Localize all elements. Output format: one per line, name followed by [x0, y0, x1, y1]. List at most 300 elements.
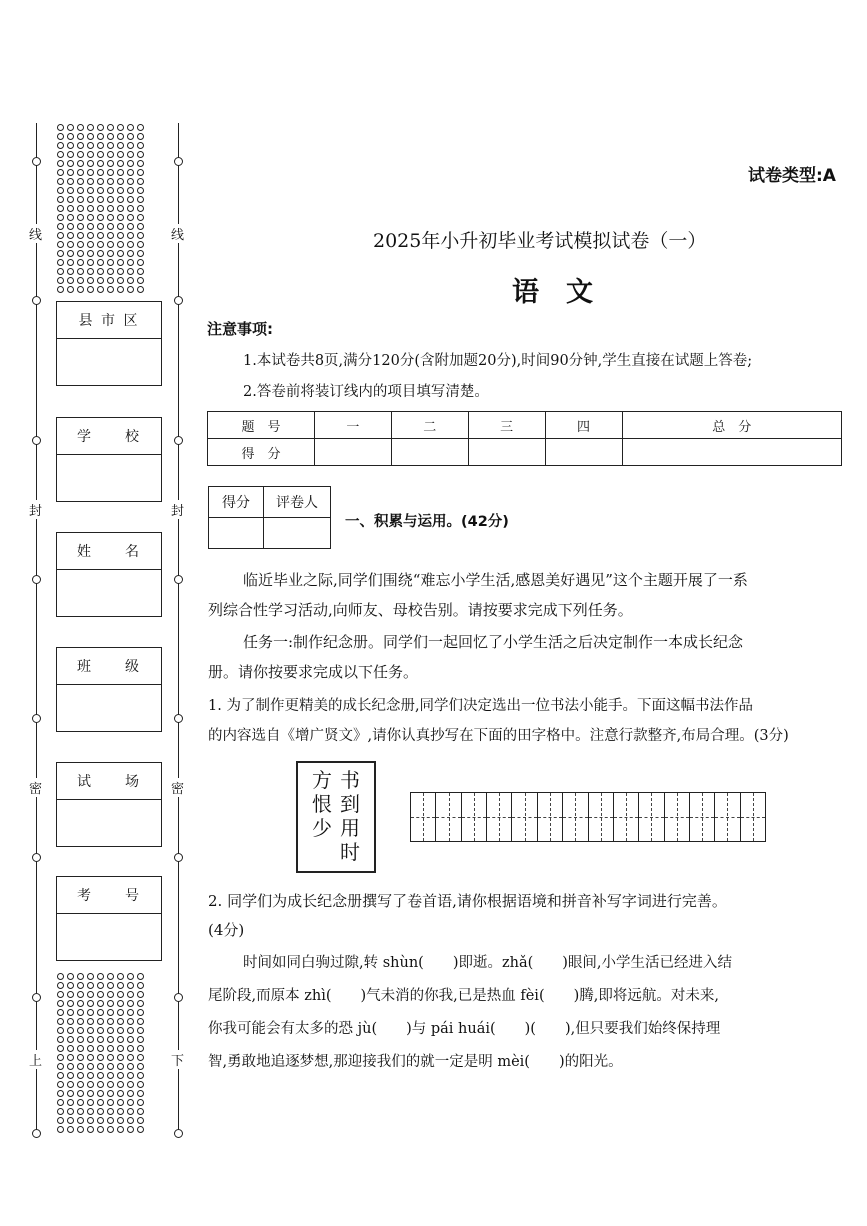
- binding-ring: [32, 993, 41, 1002]
- tianzige-cell[interactable]: [512, 793, 537, 841]
- binding-dot: [117, 982, 124, 989]
- binding-dot: [107, 223, 114, 230]
- calligraphy-sample: [296, 761, 376, 873]
- binding-dot: [77, 1108, 84, 1115]
- binding-dot: [107, 160, 114, 167]
- binding-dot: [67, 1072, 74, 1079]
- field-blank[interactable]: [57, 570, 161, 616]
- binding-dot: [127, 1108, 134, 1115]
- binding-dot: [67, 1117, 74, 1124]
- binding-dot: [117, 1108, 124, 1115]
- binding-dot: [97, 268, 104, 275]
- binding-dot: [107, 1045, 114, 1052]
- binding-dot: [77, 268, 84, 275]
- binding-dot: [77, 991, 84, 998]
- grader-name-cell[interactable]: [264, 518, 331, 549]
- binding-dot: [67, 1036, 74, 1043]
- score-header-cell: 题 号: [208, 412, 315, 439]
- binding-dot: [97, 160, 104, 167]
- field-label: 考 号: [57, 877, 161, 914]
- binding-dot: [107, 1000, 114, 1007]
- binding-dot: [57, 205, 64, 212]
- binding-dot: [97, 1099, 104, 1106]
- binding-dot: [77, 250, 84, 257]
- binding-dot: [57, 142, 64, 149]
- binding-dot: [77, 1117, 84, 1124]
- binding-dot: [127, 196, 134, 203]
- binding-dot: [117, 169, 124, 176]
- binding-dot: [107, 982, 114, 989]
- task1-line-2: 册。请你按要求完成以下任务。: [208, 663, 419, 681]
- binding-dot: [57, 1009, 64, 1016]
- binding-dot: [77, 1000, 84, 1007]
- binding-dot: [117, 973, 124, 980]
- binding-dot: [127, 124, 134, 131]
- tianzige-cell[interactable]: [715, 793, 740, 841]
- binding-ring: [174, 157, 183, 166]
- binding-dot: [117, 223, 124, 230]
- binding-dot: [67, 187, 74, 194]
- binding-ring: [174, 853, 183, 862]
- binding-dot: [87, 1009, 94, 1016]
- binding-dot: [97, 187, 104, 194]
- binding-ring: [174, 1129, 183, 1138]
- binding-dot: [77, 1090, 84, 1097]
- binding-dot: [107, 259, 114, 266]
- binding-dot: [77, 133, 84, 140]
- binding-char-right-3: 密: [171, 778, 184, 797]
- binding-dot: [57, 1027, 64, 1034]
- binding-dot: [127, 142, 134, 149]
- binding-dot: [57, 223, 64, 230]
- binding-dot: [107, 1027, 114, 1034]
- binding-dot: [67, 982, 74, 989]
- binding-ring: [32, 714, 41, 723]
- binding-ring: [174, 575, 183, 584]
- q1-line-1: 1. 为了制作更精美的成长纪念册,同学们决定选出一位书法小能手。下面这幅书法作品: [208, 698, 754, 714]
- binding-dot: [87, 1000, 94, 1007]
- binding-dot: [97, 151, 104, 158]
- binding-dot: [107, 1054, 114, 1061]
- binding-dot: [137, 142, 144, 149]
- binding-dot: [67, 1009, 74, 1016]
- binding-dot: [67, 205, 74, 212]
- grader-score-cell[interactable]: [209, 518, 264, 549]
- binding-dot: [117, 232, 124, 239]
- binding-dot: [77, 214, 84, 221]
- binding-dot: [57, 268, 64, 275]
- binding-dot: [57, 187, 64, 194]
- tianzige-cell[interactable]: [462, 793, 487, 841]
- score-header-cell: 三: [468, 412, 545, 439]
- binding-dot: [107, 187, 114, 194]
- binding-dot: [57, 991, 64, 998]
- note-item-2: 2.答卷前将装订线内的项目填写清楚。: [243, 384, 489, 400]
- binding-dot: [117, 160, 124, 167]
- binding-dot: [77, 982, 84, 989]
- field-label: 班 级: [57, 648, 161, 685]
- binding-dot: [97, 124, 104, 131]
- binding-char-right-1: 线: [171, 224, 184, 243]
- binding-dot: [127, 214, 134, 221]
- binding-dot: [137, 259, 144, 266]
- score-table-score-row: [208, 439, 842, 466]
- binding-dot: [87, 250, 94, 257]
- dot-pattern-top: [55, 123, 145, 294]
- binding-dot: [107, 133, 114, 140]
- binding-dot: [97, 196, 104, 203]
- tianzige-cell[interactable]: [563, 793, 588, 841]
- field-district: [56, 301, 162, 386]
- q2-line-2: (4分): [208, 921, 245, 939]
- binding-dot: [87, 277, 94, 284]
- binding-dot: [67, 1126, 74, 1133]
- binding-dot: [57, 1117, 64, 1124]
- binding-dot: [77, 1027, 84, 1034]
- binding-dot: [137, 286, 144, 293]
- binding-dot: [137, 151, 144, 158]
- binding-dot: [127, 1018, 134, 1025]
- binding-dot: [67, 1108, 74, 1115]
- binding-dot: [67, 1081, 74, 1088]
- binding-dot: [87, 973, 94, 980]
- binding-dot: [107, 1072, 114, 1079]
- binding-dot: [57, 232, 64, 239]
- binding-dot: [107, 1108, 114, 1115]
- binding-dot: [107, 1009, 114, 1016]
- field-blank[interactable]: [57, 455, 161, 501]
- score-cell[interactable]: [545, 439, 622, 466]
- notes-heading: 注意事项:: [207, 320, 273, 338]
- binding-ring: [32, 157, 41, 166]
- binding-dot: [57, 1000, 64, 1007]
- tianzige-cell[interactable]: [589, 793, 614, 841]
- binding-dot: [97, 1126, 104, 1133]
- binding-dot: [57, 1081, 64, 1088]
- binding-dot: [117, 1000, 124, 1007]
- binding-dot: [117, 1090, 124, 1097]
- binding-dot: [57, 1090, 64, 1097]
- binding-dot: [57, 151, 64, 158]
- binding-dot: [67, 169, 74, 176]
- score-cell[interactable]: [391, 439, 468, 466]
- binding-dot: [87, 232, 94, 239]
- binding-dot: [137, 277, 144, 284]
- binding-dot: [67, 250, 74, 257]
- passage-line-1: 时间如同白驹过隙,转 shùn( )即逝。zhǎ( )眼间,小学生活已经进入结: [243, 955, 733, 971]
- binding-dot: [97, 1009, 104, 1016]
- binding-dot: [107, 241, 114, 248]
- binding-dot: [137, 1117, 144, 1124]
- binding-ring: [174, 296, 183, 305]
- score-cell[interactable]: [315, 439, 392, 466]
- binding-dot: [117, 1036, 124, 1043]
- subject-title: 语 文: [512, 277, 593, 308]
- binding-dot: [57, 178, 64, 185]
- binding-dot: [87, 1054, 94, 1061]
- binding-dot: [57, 124, 64, 131]
- binding-dot: [137, 1027, 144, 1034]
- binding-dot: [87, 1108, 94, 1115]
- binding-ring: [32, 853, 41, 862]
- binding-dot: [57, 973, 64, 980]
- tianzige-grid[interactable]: [410, 792, 766, 842]
- grader-box: [208, 486, 331, 549]
- binding-dot: [107, 205, 114, 212]
- binding-dot: [127, 133, 134, 140]
- exam-type: 试卷类型:A: [748, 166, 836, 186]
- binding-dot: [137, 982, 144, 989]
- tianzige-cell[interactable]: [741, 793, 765, 841]
- binding-dot: [57, 1045, 64, 1052]
- binding-dot: [57, 1036, 64, 1043]
- binding-dot: [127, 151, 134, 158]
- binding-dot: [87, 1045, 94, 1052]
- binding-dot: [107, 1117, 114, 1124]
- binding-dot: [127, 223, 134, 230]
- binding-dot: [77, 1063, 84, 1070]
- binding-dot: [137, 196, 144, 203]
- binding-dot: [97, 991, 104, 998]
- binding-dot: [67, 286, 74, 293]
- binding-dot: [137, 1072, 144, 1079]
- binding-dot: [127, 1090, 134, 1097]
- field-blank[interactable]: [57, 339, 161, 385]
- binding-dot: [77, 1018, 84, 1025]
- binding-dot: [117, 1126, 124, 1133]
- q2-line-1: 2. 同学们为成长纪念册撰写了卷首语,请你根据语境和拼音补写字词进行完善。: [208, 892, 727, 910]
- binding-dot: [117, 1117, 124, 1124]
- binding-dot: [77, 1126, 84, 1133]
- binding-dot: [117, 1063, 124, 1070]
- binding-dot: [67, 142, 74, 149]
- binding-dot: [127, 286, 134, 293]
- binding-dot: [107, 250, 114, 257]
- binding-dot: [87, 1126, 94, 1133]
- binding-dot: [67, 151, 74, 158]
- binding-dot: [87, 160, 94, 167]
- binding-dot: [127, 241, 134, 248]
- binding-dot: [67, 178, 74, 185]
- field-label: 试 场: [57, 763, 161, 800]
- binding-dot: [87, 1018, 94, 1025]
- binding-dot: [107, 1090, 114, 1097]
- binding-dot: [87, 178, 94, 185]
- binding-dot: [87, 187, 94, 194]
- binding-dot: [127, 982, 134, 989]
- calligraphy-char: 少: [312, 818, 332, 840]
- binding-dot: [67, 1054, 74, 1061]
- score-table: [207, 411, 842, 466]
- binding-dot: [77, 223, 84, 230]
- binding-dot: [67, 1063, 74, 1070]
- binding-dot: [97, 1108, 104, 1115]
- binding-dot: [117, 196, 124, 203]
- intro-line-2: 列综合性学习活动,向师友、母校告别。请按要求完成下列任务。: [208, 601, 633, 619]
- binding-dot: [127, 268, 134, 275]
- binding-dot: [117, 133, 124, 140]
- binding-dot: [87, 259, 94, 266]
- tianzige-cell[interactable]: [538, 793, 563, 841]
- binding-dot: [107, 124, 114, 131]
- binding-dot: [127, 1117, 134, 1124]
- binding-dot: [87, 124, 94, 131]
- binding-dot: [87, 196, 94, 203]
- binding-dot: [97, 214, 104, 221]
- binding-dot: [117, 259, 124, 266]
- score-header-cell: 二: [391, 412, 468, 439]
- binding-dot: [137, 1036, 144, 1043]
- passage-line-2: 尾阶段,而原本 zhì( )气未消的你我,已是热血 fèi( )腾,即将远航。对未来,: [208, 988, 719, 1004]
- binding-dot: [97, 1090, 104, 1097]
- binding-dot: [77, 169, 84, 176]
- binding-dot: [127, 1072, 134, 1079]
- binding-dot: [137, 223, 144, 230]
- section-heading: 一、积累与运用。(42分): [345, 514, 509, 530]
- field-name: [56, 532, 162, 617]
- binding-dot: [77, 1036, 84, 1043]
- binding-dot: [57, 1054, 64, 1061]
- score-cell[interactable]: [468, 439, 545, 466]
- binding-dot: [87, 1081, 94, 1088]
- binding-dot: [67, 973, 74, 980]
- binding-dot: [77, 259, 84, 266]
- binding-dot: [107, 286, 114, 293]
- field-blank[interactable]: [57, 914, 161, 960]
- binding-dot: [77, 973, 84, 980]
- binding-dot: [127, 187, 134, 194]
- binding-dot: [117, 268, 124, 275]
- binding-dot: [57, 241, 64, 248]
- binding-ring: [32, 436, 41, 445]
- binding-dot: [67, 1099, 74, 1106]
- binding-dot: [57, 1099, 64, 1106]
- binding-dot: [127, 1027, 134, 1034]
- binding-dot: [57, 214, 64, 221]
- binding-dot: [87, 991, 94, 998]
- binding-dot: [137, 250, 144, 257]
- tianzige-cell[interactable]: [639, 793, 664, 841]
- binding-dot: [97, 133, 104, 140]
- binding-dot: [107, 1018, 114, 1025]
- binding-dot: [57, 1108, 64, 1115]
- dot-pattern-bottom: [55, 972, 145, 1134]
- binding-dot: [127, 1081, 134, 1088]
- binding-dot: [67, 133, 74, 140]
- binding-dot: [137, 1108, 144, 1115]
- calligraphy-char: 书: [340, 770, 360, 792]
- binding-dot: [127, 1054, 134, 1061]
- binding-dot: [97, 259, 104, 266]
- binding-dot: [137, 1081, 144, 1088]
- binding-dot: [57, 250, 64, 257]
- binding-dot: [117, 205, 124, 212]
- binding-dot: [137, 1090, 144, 1097]
- binding-dot: [87, 205, 94, 212]
- calligraphy-char: 恨: [312, 794, 332, 816]
- binding-dot: [87, 268, 94, 275]
- binding-dot: [137, 268, 144, 275]
- binding-dot: [67, 214, 74, 221]
- field-school: [56, 417, 162, 502]
- binding-dot: [107, 214, 114, 221]
- binding-dot: [77, 277, 84, 284]
- binding-dot: [137, 214, 144, 221]
- binding-dot: [97, 1045, 104, 1052]
- binding-dot: [117, 1072, 124, 1079]
- binding-dot: [107, 1081, 114, 1088]
- tianzige-cell[interactable]: [487, 793, 512, 841]
- binding-dot: [97, 232, 104, 239]
- binding-dot: [107, 151, 114, 158]
- score-cell[interactable]: [622, 439, 842, 466]
- binding-dot: [97, 1000, 104, 1007]
- binding-dot: [57, 133, 64, 140]
- binding-dot: [107, 991, 114, 998]
- binding-dot: [137, 205, 144, 212]
- binding-dot: [57, 286, 64, 293]
- binding-dot: [117, 1045, 124, 1052]
- binding-dot: [107, 232, 114, 239]
- binding-dot: [117, 178, 124, 185]
- tianzige-cell[interactable]: [614, 793, 639, 841]
- field-blank[interactable]: [57, 685, 161, 731]
- binding-dot: [67, 1045, 74, 1052]
- binding-dot: [87, 241, 94, 248]
- binding-dot: [67, 991, 74, 998]
- tianzige-cell[interactable]: [665, 793, 690, 841]
- exam-title: 2025年小升初毕业考试模拟试卷（一）: [373, 230, 707, 252]
- binding-dot: [117, 286, 124, 293]
- binding-dot: [127, 178, 134, 185]
- tianzige-cell[interactable]: [436, 793, 461, 841]
- binding-dot: [97, 286, 104, 293]
- binding-dot: [97, 1018, 104, 1025]
- binding-dot: [57, 277, 64, 284]
- binding-dot: [67, 1000, 74, 1007]
- binding-dot: [127, 205, 134, 212]
- binding-dot: [77, 205, 84, 212]
- binding-dot: [97, 982, 104, 989]
- binding-dot: [67, 268, 74, 275]
- field-exam-number: [56, 876, 162, 961]
- binding-dot: [117, 187, 124, 194]
- binding-dot: [117, 1018, 124, 1025]
- binding-dot: [57, 1018, 64, 1025]
- tianzige-cell[interactable]: [411, 793, 436, 841]
- binding-dot: [137, 973, 144, 980]
- binding-dot: [127, 232, 134, 239]
- binding-dot: [97, 1081, 104, 1088]
- binding-dot: [97, 178, 104, 185]
- q1-line-2: 的内容选自《增广贤文》,请你认真抄写在下面的田字格中。注意行款整齐,布局合理。(3分): [208, 728, 789, 744]
- binding-dot: [127, 169, 134, 176]
- grader-score-label: 得分: [209, 487, 264, 518]
- field-blank[interactable]: [57, 800, 161, 846]
- binding-dot: [127, 973, 134, 980]
- binding-dot: [77, 160, 84, 167]
- calligraphy-char: 用: [340, 818, 360, 840]
- binding-dot: [77, 151, 84, 158]
- binding-dot: [137, 241, 144, 248]
- binding-dot: [107, 1099, 114, 1106]
- binding-dot: [97, 250, 104, 257]
- calligraphy-char: 时: [340, 842, 360, 864]
- binding-dot: [117, 1027, 124, 1034]
- binding-char-left-3: 密: [29, 778, 42, 797]
- tianzige-cell[interactable]: [690, 793, 715, 841]
- binding-dot: [127, 1000, 134, 1007]
